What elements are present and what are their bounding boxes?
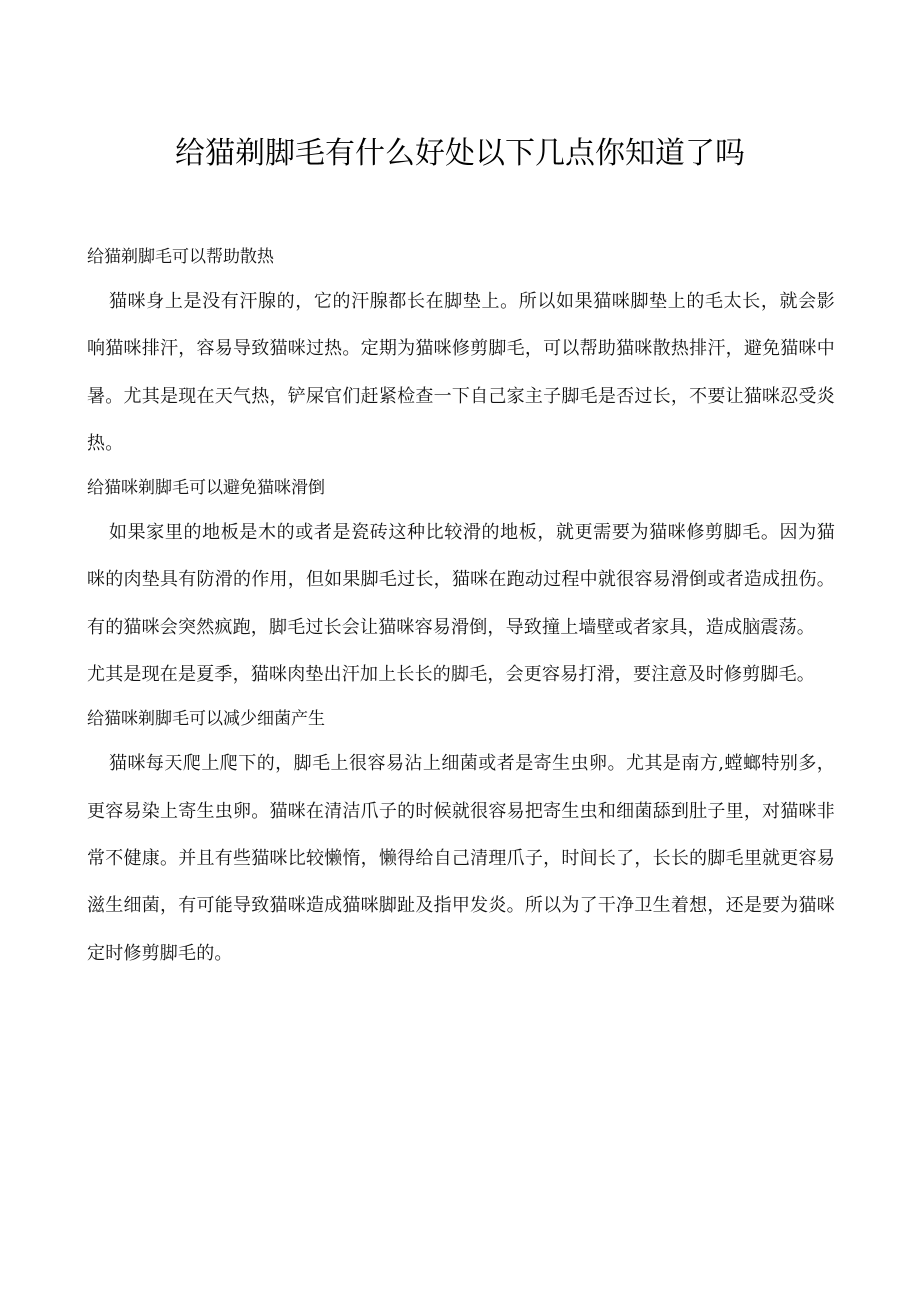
section-heat (87, 236, 835, 467)
body-paragraph: 尤其是现在是夏季，猫咪肉垫出汗加上长长的脚毛，会更容易打滑，要注意及时修剪脚毛。 (87, 664, 815, 686)
body-paragraph: 猫咪身上是没有汗腺的，它的汗腺都长在脚垫上。所以如果猫咪脚垫上的毛太长，就会影响猫咪排汗，容易导致猫咪过热。定期为猫咪修剪脚毛，可以帮助猫咪散热排汗，避免猫咪中暑。尤其是现在天气热，铲屎官们赶紧检查一下自己家主子脚毛是否过长，不要让猫咪忍受炎热。 (87, 291, 835, 454)
section-slip (87, 467, 835, 698)
document-body (87, 236, 835, 977)
body-paragraph: 猫咪每天爬上爬下的，脚毛上很容易沾上细菌或者是寄生虫卵。尤其是南方,螳螂特别多，更容易染上寄生虫卵。猫咪在清洁爪子的时候就很容易把寄生虫和细菌舔到肚子里，对猫咪非常不健康。并且有些猫咪比较懒惰，懒得给自己清理爪子，时间长了，长长的脚毛里就更容易滋生细菌，有可能导致猫咪造成猫咪脚趾及指甲发炎。所以为了干净卫生着想，还是要为猫咪定时修剪脚毛的。 (87, 753, 835, 964)
section-bacteria (87, 698, 835, 976)
section-heading: 给猫咪剃脚毛可以避免猫咪滑倒 (87, 478, 325, 499)
body-paragraph: 如果家里的地板是木的或者是瓷砖这种比较滑的地板，就更需要为猫咪修剪脚毛。因为猫咪的肉垫具有防滑的作用，但如果脚毛过长，猫咪在跑动过程中就很容易滑倒或者造成扭伤。有的猫咪会突然疯跑，脚毛过长会让猫咪容易滑倒，导致撞上墙壁或者家具，造成脑震荡。 (87, 522, 835, 638)
section-heading: 给猫剃脚毛可以帮助散热 (87, 247, 274, 267)
document-title: 给猫剃脚毛有什么好处以下几点你知道了吗 (175, 136, 745, 171)
section-heading: 给猫咪剃脚毛可以减少细菌产生 (87, 709, 325, 730)
